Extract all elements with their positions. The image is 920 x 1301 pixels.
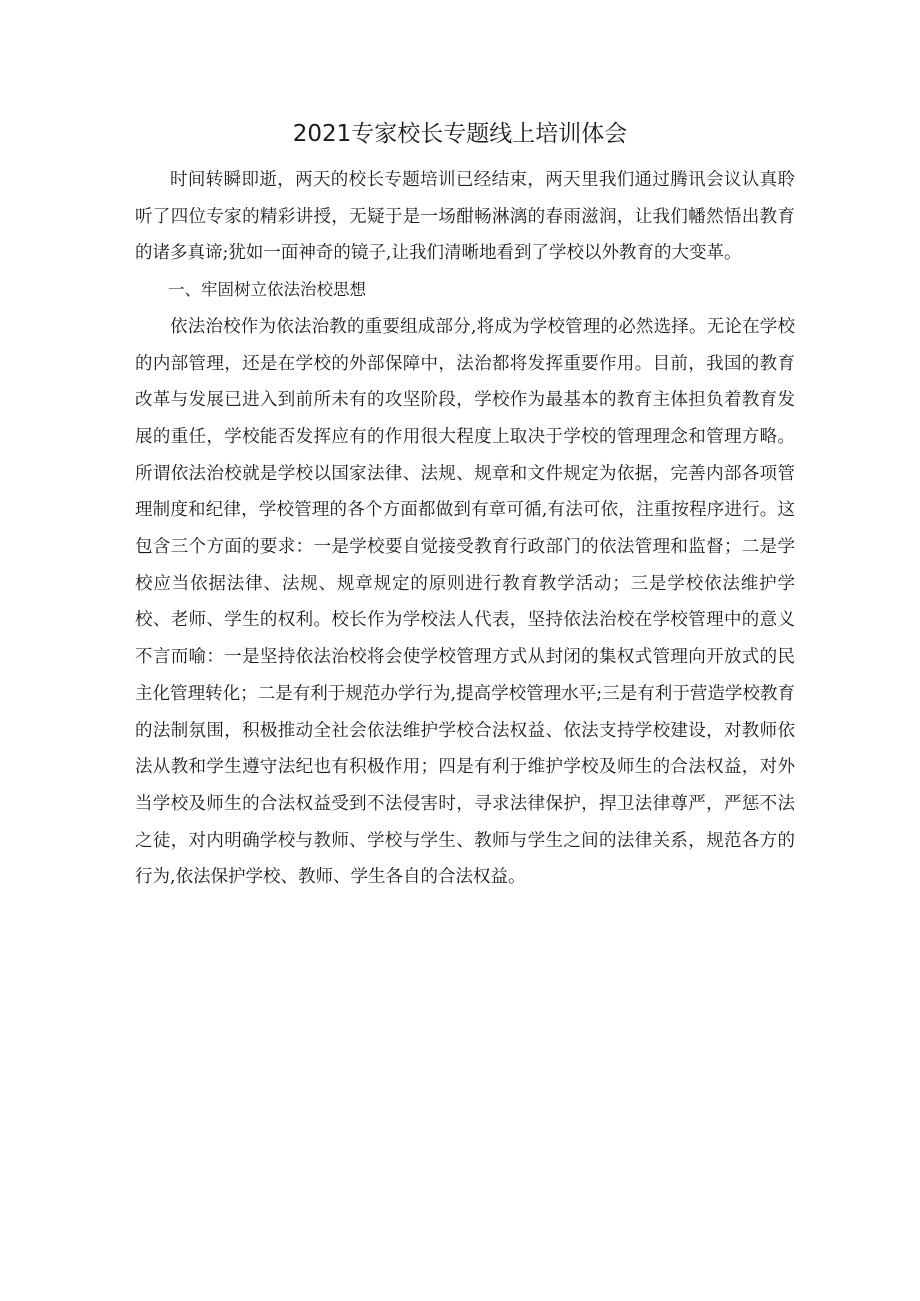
section-1-paragraph: 依法治校作为依法治教的重要组成部分,将成为学校管理的必然选择。无论在学校的内部管理，还是在学校的外部保障中，法治都将发挥重要作用。目前，我国的教育改革与发展已进入到前所未有的攻坚阶段，学校作为最基本的教育主体担负着教育发展的重任，学校能否发挥应有的作用很大程度上取决于学校的管理理念和管理方略。所谓依法治校就是学校以国家法律、法规、规章和文件规定为依据，完善内部各项管理制度和纪律，学校管理的各个方面都做到有章可循,有法可依，注重按程序进行。这包含三个方面的要求：一是学校要自觉接受教育行政部门的依法管理和监督；二是学校应当依据法律、法规、规章规定的原则进行教育教学活动；三是学校依法维护学校、老师、学生的权利。校长作为学校法人代表，坚持依法治校在学校管理中的意义不言而喻：一是坚持依法治校将会使学校管理方式从封闭的集权式管理向开放式的民主化管理转化；二是有利于规范办学行为,提高学校管理水平;三是有利于营造学校教育的法制氛围，积极推动全社会依法维护学校合法权益、依法支持学校建设，对教师依法从教和学生遵守法纪也有积极作用；四是有利于维护学校及师生的合法权益，对外当学校及师生的合法权益受到不法侵害时，寻求法律保护，捍卫法律尊严，严惩不法之徒，对内明确学校与教师、学校与学生、教师与学生之间的法律关系，规范各方的行为,依法保护学校、教师、学生各自的合法权益。	[135, 316, 795, 888]
document-title: 2021专家校长专题线上培训体会	[292, 121, 628, 147]
document-body	[135, 162, 795, 896]
intro-paragraph: 时间转瞬即逝，两天的校长专题培训已经结束，两天里我们通过腾讯会议认真聆听了四位专家的精彩讲授，无疑于是一场酣畅淋漓的春雨滋润，让我们幡然悟出教育的诸多真谛;犹如一面神奇的镜子,让我们清晰地看到了学校以外教育的大变革。	[135, 170, 795, 264]
section-1-heading: 一、牢固树立依法治校思想	[168, 280, 366, 300]
